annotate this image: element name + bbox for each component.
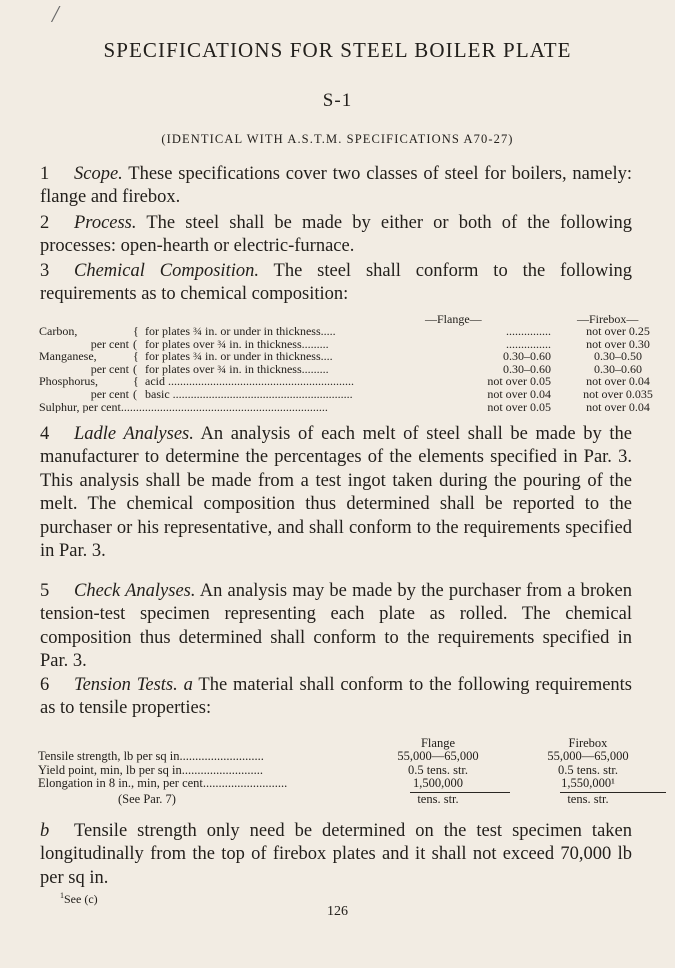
firebox-value: not over 0.04 xyxy=(586,374,650,389)
paragraph-heading: Process. xyxy=(74,213,137,233)
paragraph-heading: Scope. xyxy=(74,164,123,184)
identical-note: (IDENTICAL WITH A.S.T.M. SPECIFICATIONS A70-27) xyxy=(161,132,514,146)
paragraph-ladle-analyses xyxy=(40,423,632,563)
row-description: basic ............................................................ xyxy=(145,387,353,401)
paragraph-text: The steel shall conform to the following requirements as to chemical composition: xyxy=(40,261,632,305)
row-label: (See Par. 7) xyxy=(118,792,176,806)
brace-glyph: ( xyxy=(133,361,137,376)
row-label: per cent xyxy=(90,361,129,376)
row-label: Sulphur, per cent..................................................................... xyxy=(39,400,328,414)
table-row xyxy=(38,750,638,763)
subparagraph-letter: b xyxy=(40,821,50,841)
table-row xyxy=(38,793,638,806)
firebox-value: 0.5 tens. str. xyxy=(557,762,619,777)
flange-value: 0.5 tens. str. xyxy=(407,762,469,777)
firebox-value: not over 0.30 xyxy=(586,336,650,351)
paragraph-check-analyses xyxy=(40,580,632,674)
table-row xyxy=(39,324,650,338)
table-row xyxy=(39,387,653,401)
paragraph-text: An analysis may be made by the purchaser from a broken tension-test specimen representing each plate as rolled. The chemical composition thus determined shall conform to the requirements specified in Par. 3. xyxy=(40,581,632,672)
brace-glyph: ( xyxy=(133,387,137,401)
flange-value: ............... xyxy=(506,324,551,338)
paragraph-text: An analysis of each melt of steel shall be made by the manufacturer to determine the percentages of the elements specified in Par. 3. This analysis shall be made from a test ingot taken during the pouring of the melt. The chemical composition thus determined shall be reported to the purchaser or his representative, and shall conform to the requirements specified in Par. 3. xyxy=(40,424,632,562)
row-description: for plates over ¾ in. in thickness......... xyxy=(145,336,329,351)
brace-glyph: { xyxy=(133,349,139,364)
flange-column-header: —Flange— xyxy=(425,312,482,326)
table-row xyxy=(38,764,638,777)
flange-value: not over 0.05 xyxy=(487,374,551,389)
brace-glyph: ( xyxy=(133,336,137,351)
row-label: Yield point, min, lb per sq in.......................... xyxy=(38,762,263,777)
firebox-value: tens. str. xyxy=(567,792,609,806)
footnote-mark: 1 xyxy=(60,891,64,900)
flange-value: 1,500,000 xyxy=(413,776,463,791)
page-number: 126 xyxy=(327,904,348,919)
flange-value: not over 0.05 xyxy=(487,399,551,414)
row-label: Manganese, xyxy=(39,349,97,364)
paragraph-text: These specifications cover two classes of steel for boilers, namely: flange and firebox. xyxy=(40,164,632,208)
paragraph-heading: Chemical Composition. xyxy=(74,261,259,281)
firebox-value: 1,550,000¹ xyxy=(561,776,615,791)
row-description: for plates ¾ in. or under in thickness..... xyxy=(145,324,336,338)
paragraph-heading: Tension Tests. xyxy=(74,675,178,695)
subparagraph-letter: a xyxy=(183,675,193,695)
flange-value: 0.30–0.60 xyxy=(503,349,551,364)
paragraph-number: 4 xyxy=(40,424,50,444)
firebox-value: not over 0.035 xyxy=(583,387,653,401)
brace-glyph: { xyxy=(133,324,139,338)
paragraph-scope xyxy=(40,163,632,210)
row-description: acid .............................................................. xyxy=(145,374,354,389)
firebox-value: 55,000—65,000 xyxy=(547,749,629,764)
paragraph-heading: Ladle Analyses. xyxy=(74,424,194,444)
paragraph-number: 5 xyxy=(40,581,50,601)
row-label: Carbon, xyxy=(39,324,78,338)
pencil-mark: / xyxy=(52,2,59,28)
flange-value: 55,000—65,000 xyxy=(397,749,479,764)
firebox-value: not over 0.25 xyxy=(586,324,650,338)
row-label: per cent xyxy=(90,387,129,401)
paragraph-chemical-composition xyxy=(40,260,632,307)
paragraph-text: Tensile strength only need be determined on the test specimen taken longitudinally from the top of firebox plates and it shall not exceed 70,000 lb per sq in. xyxy=(40,821,632,888)
table-header-row xyxy=(38,737,638,750)
row-label: Elongation in 8 in., min, per cent........................... xyxy=(38,776,288,791)
firebox-value: not over 0.04 xyxy=(586,399,650,414)
table-row xyxy=(38,777,638,790)
row-label: Tensile strength, lb per sq in........................... xyxy=(38,749,264,764)
footnote-text: See (c) xyxy=(64,892,98,906)
paragraph-tension-tests-b xyxy=(40,820,632,890)
firebox-value: 0.30–0.60 xyxy=(594,361,642,376)
page-title: SPECIFICATIONS FOR STEEL BOILER PLATE xyxy=(103,38,572,62)
row-description: for plates ¾ in. or under in thickness.... xyxy=(145,349,333,364)
flange-column-header: Flange xyxy=(420,736,456,750)
flange-value: tens. str. xyxy=(417,792,459,806)
paragraph-number: 3 xyxy=(40,261,50,281)
flange-value: 0.30–0.60 xyxy=(503,361,551,376)
flange-value: not over 0.04 xyxy=(487,387,551,401)
paragraph-heading: Check Analyses. xyxy=(74,581,196,601)
paragraph-number: 2 xyxy=(40,213,50,233)
table-row xyxy=(39,349,642,364)
flange-value: ............... xyxy=(506,336,551,351)
firebox-column-header: —Firebox— xyxy=(577,312,639,326)
firebox-value: 0.30–0.50 xyxy=(594,349,642,364)
paragraph-number: 1 xyxy=(40,164,50,184)
firebox-column-header: Firebox xyxy=(568,736,608,750)
paragraph-process xyxy=(40,212,632,259)
paragraph-number: 6 xyxy=(40,675,50,695)
brace-glyph: { xyxy=(133,374,139,389)
paragraph-tension-tests xyxy=(40,674,632,721)
table-row xyxy=(39,399,650,414)
spec-code: S-1 xyxy=(322,90,353,111)
row-label: per cent xyxy=(90,336,129,351)
row-description: for plates over ¾ in. in thickness......... xyxy=(145,361,329,376)
row-label: Phosphorus, xyxy=(39,374,99,389)
paragraph-text: The material shall conform to the following requirements as to tensile properties: xyxy=(40,675,633,719)
paragraph-text: The steel shall be made by either or both of the following processes: open-hearth or electric-furnace. xyxy=(40,213,632,257)
